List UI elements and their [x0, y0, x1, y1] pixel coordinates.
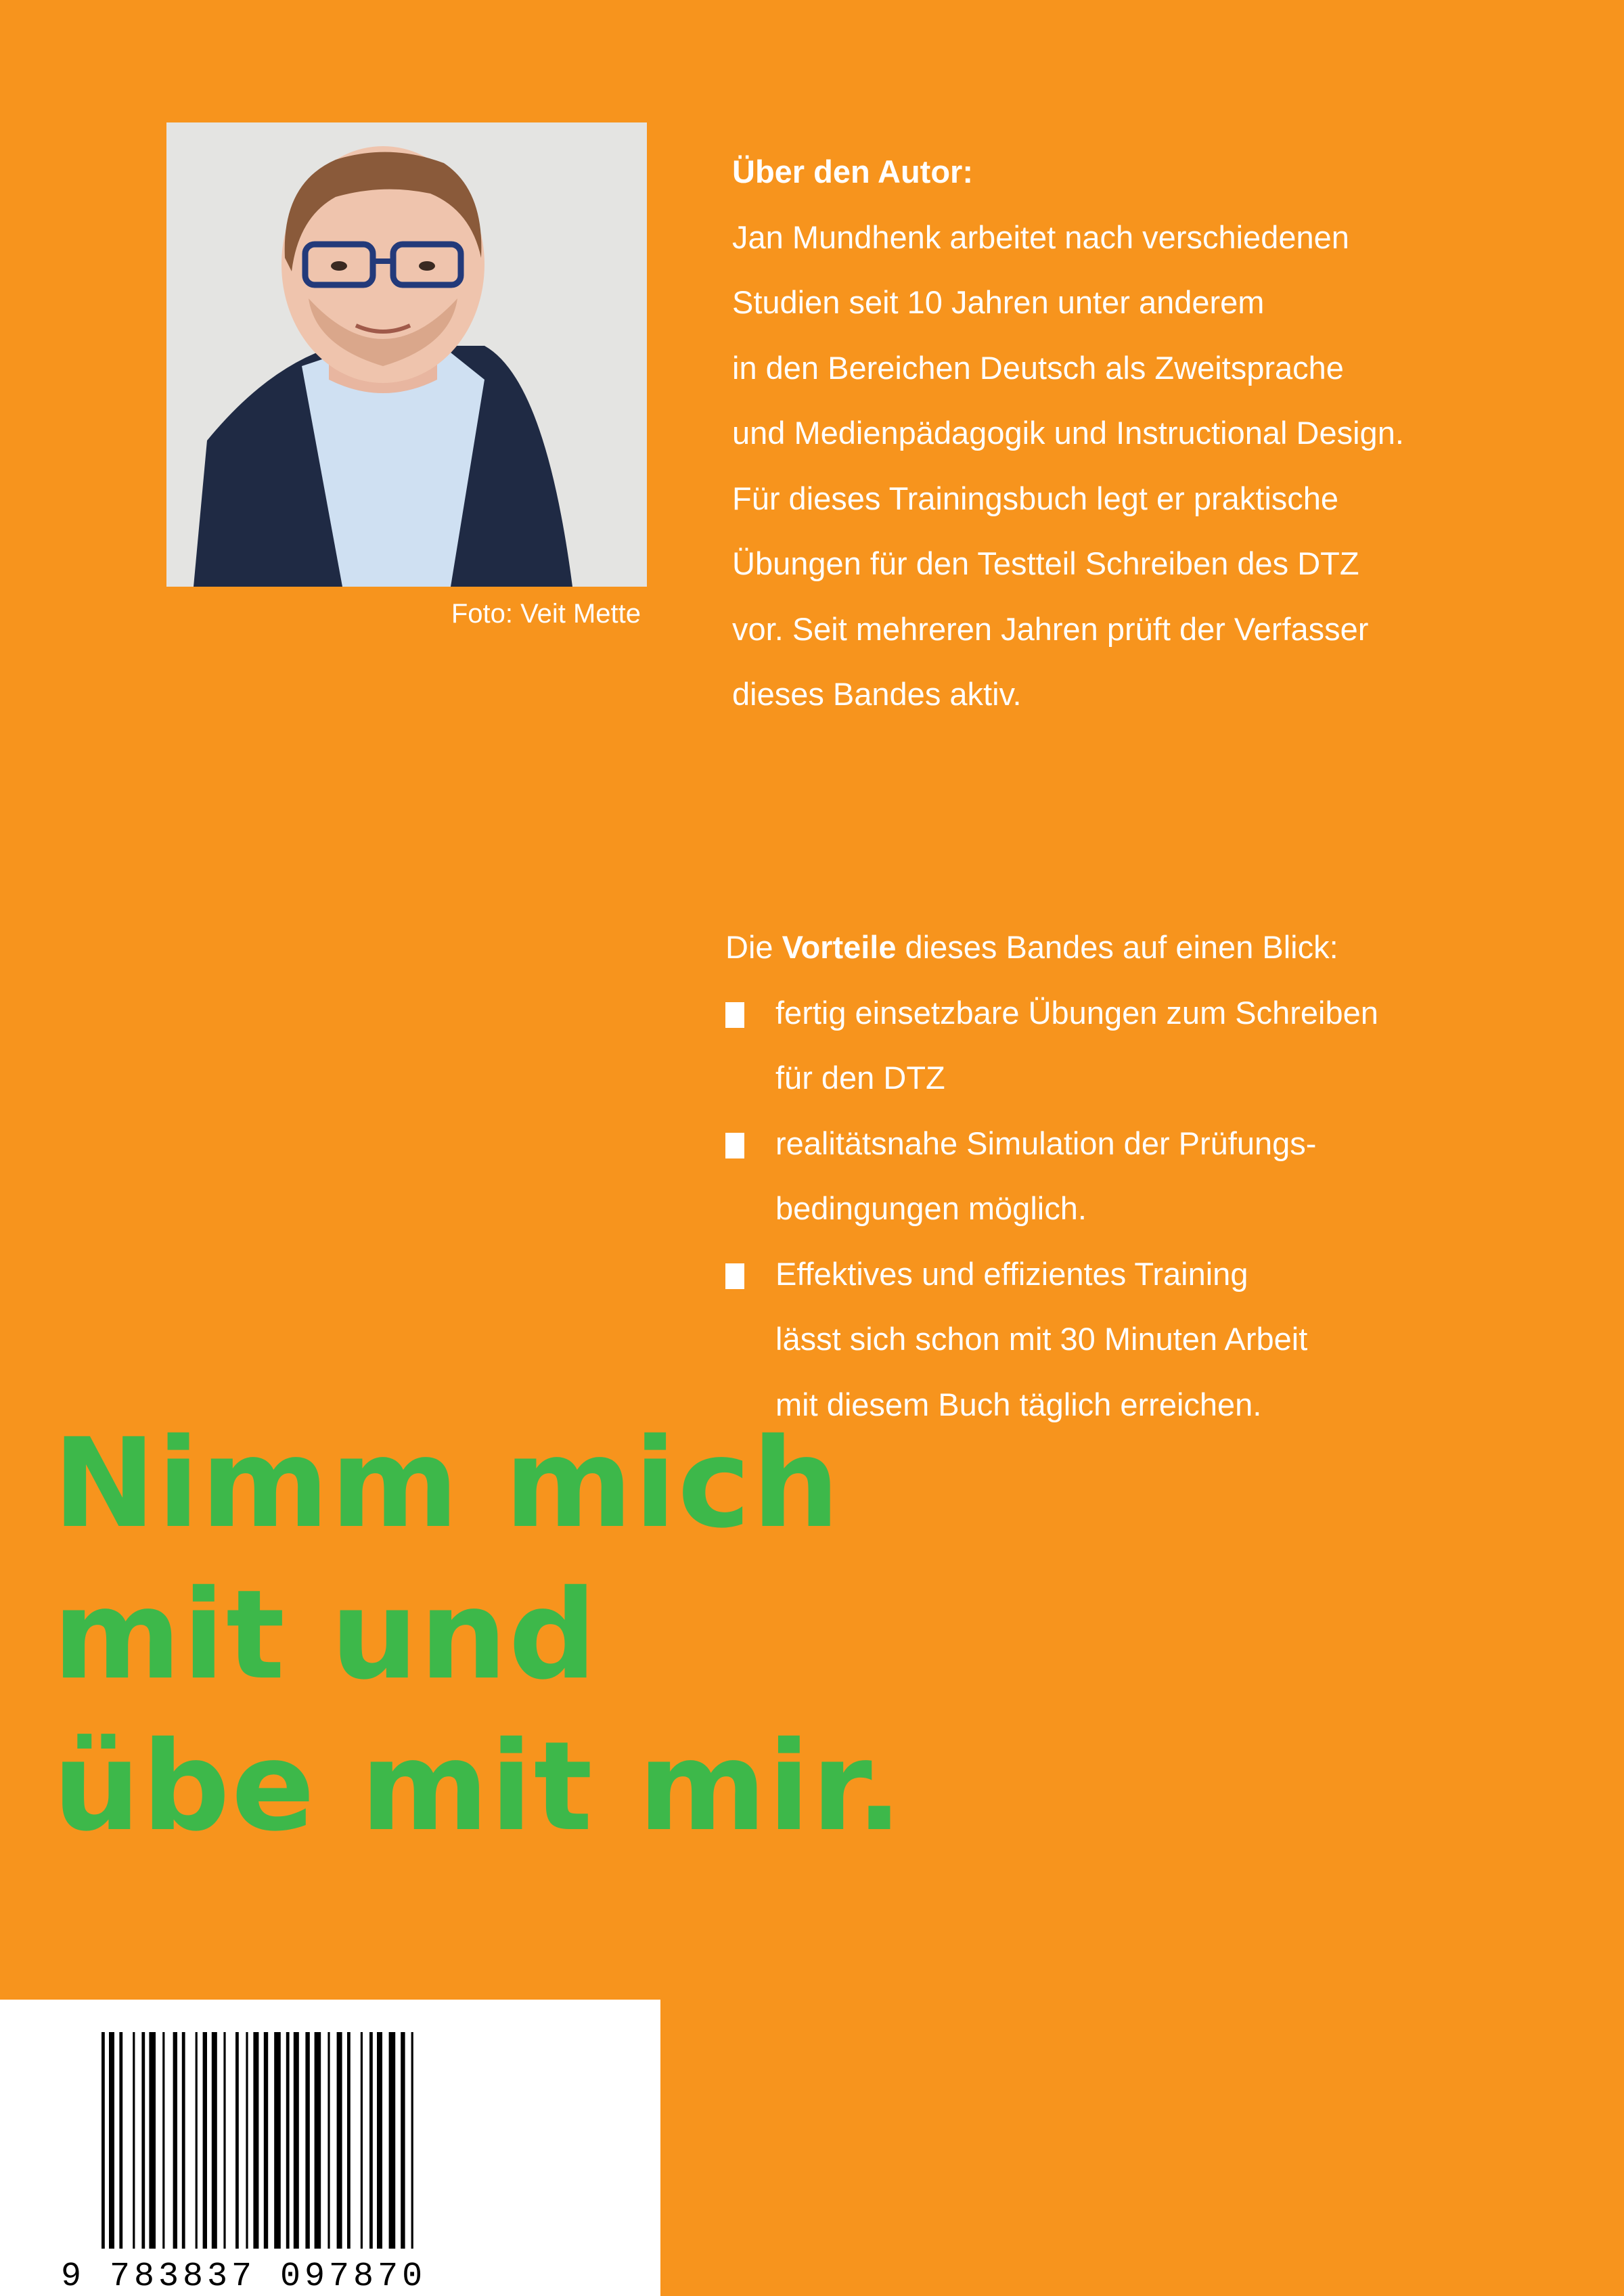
barcode-bar	[347, 2032, 351, 2249]
bio-line: vor. Seit mehreren Jahren prüft der Verfasser	[732, 610, 1369, 647]
barcode-bar	[119, 2032, 122, 2249]
barcode-bar	[264, 2032, 268, 2249]
slogan	[53, 1408, 905, 1862]
advantage-line: realitätsnahe Simulation der Prüfungs-	[775, 1125, 1317, 1161]
bio-line: in den Bereichen Deutsch als Zweitsprache	[732, 349, 1344, 386]
advantage-line: mit diesem Buch täglich erreichen.	[775, 1386, 1262, 1422]
bio-line: Für dieses Trainingsbuch legt er praktische	[732, 480, 1339, 516]
square-bullet-icon	[725, 1133, 744, 1158]
advantage-line: bedingungen möglich.	[775, 1190, 1087, 1226]
barcode-bar	[182, 2032, 185, 2249]
square-bullet-icon	[725, 1002, 744, 1028]
barcode-bar	[141, 2032, 145, 2249]
barcode-bar	[173, 2032, 177, 2249]
advantage-line: Effektives und effizientes Training	[775, 1255, 1248, 1292]
advantages-intro	[725, 915, 1571, 981]
bio-line: dieses Bandes aktiv.	[732, 676, 1022, 712]
bio-line: Studien seit 10 Jahren unter anderem	[732, 284, 1265, 320]
barcode-bar	[369, 2032, 373, 2249]
barcode-bar	[102, 2032, 105, 2249]
barcode-bar	[162, 2032, 164, 2249]
intro-bold: Vorteile	[782, 929, 897, 965]
bio-heading: Über den Autor:	[732, 154, 973, 189]
square-bullet-icon	[725, 1263, 744, 1289]
advantage-line: für den DTZ	[775, 1060, 945, 1096]
author-bio	[732, 139, 1578, 727]
advantage-line: fertig einsetzbare Übungen zum Schreiben	[775, 994, 1378, 1031]
advantage-line: lässt sich schon mit 30 Minuten Arbeit	[775, 1321, 1308, 1357]
photo-credit: Foto: Veit Mette	[451, 599, 641, 629]
barcode-area	[0, 2000, 660, 2296]
barcode-bar	[235, 2032, 239, 2249]
slogan-line: Nimm mich	[53, 1412, 841, 1555]
barcode-bar	[196, 2032, 198, 2249]
barcode-bar	[401, 2032, 405, 2249]
slogan-line: übe mit mir.	[53, 1715, 905, 1858]
barcode-bar	[149, 2032, 156, 2249]
advantage-item	[725, 1111, 1571, 1242]
barcode-bar	[133, 2032, 135, 2249]
barcode-bar	[212, 2032, 217, 2249]
barcode-bar	[328, 2032, 330, 2249]
barcode-bar	[109, 2032, 114, 2249]
barcode-bar	[315, 2032, 321, 2249]
author-portrait-illustration	[166, 122, 647, 587]
barcode-bar	[305, 2032, 309, 2249]
barcode-bar	[389, 2032, 396, 2249]
barcode-bar	[286, 2032, 290, 2249]
barcode-bar	[274, 2032, 281, 2249]
barcode-bar	[294, 2032, 299, 2249]
intro-text: Die	[725, 929, 782, 965]
intro-text: dieses Bandes auf einen Blick:	[896, 929, 1338, 965]
barcode-bar	[361, 2032, 363, 2249]
isbn-number: 9 783837 097870	[61, 2257, 440, 2296]
author-photo	[166, 122, 647, 587]
barcode-bar	[411, 2032, 413, 2249]
advantages-section	[725, 915, 1571, 1437]
barcode-icon	[14, 2032, 636, 2282]
barcode-bar	[253, 2032, 258, 2249]
barcode-bar	[337, 2032, 342, 2249]
barcode-bar	[246, 2032, 248, 2249]
bio-line: Übungen für den Testteil Schreiben des DTZ	[732, 545, 1359, 581]
advantage-item	[725, 981, 1571, 1111]
barcode-bar	[223, 2032, 225, 2249]
slogan-line: mit und	[53, 1563, 598, 1707]
bio-line: und Medienpädagogik und Instructional Design.	[732, 415, 1404, 451]
barcode-bar	[203, 2032, 207, 2249]
bio-line: Jan Mundhenk arbeitet nach verschiedenen	[732, 219, 1349, 255]
barcode-bar	[377, 2032, 382, 2249]
